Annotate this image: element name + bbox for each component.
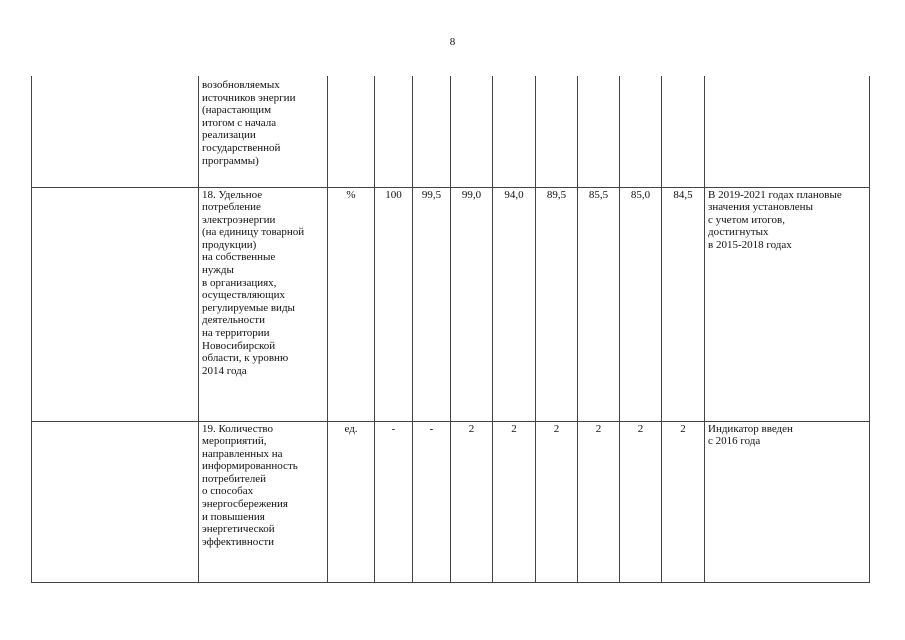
unit-cell: ед. [328,421,375,582]
unit-cell: % [328,187,375,421]
value-cell: 2 [662,421,705,582]
value-cell [451,76,493,187]
indicator-name: возобновляемых источников энергии (нарастающим итогом с начала реализации государственной программы) [199,76,328,187]
indicator-name: 19. Количество мероприятий, направленных на информированность потребителей о способах энергосбережения и повышения энергетической эффективности [199,421,328,582]
value-cell: 100 [375,187,413,421]
value-cell: 85,0 [620,187,662,421]
table-row [32,421,870,582]
blank-cell [32,187,199,421]
value-cell: 99,0 [451,187,493,421]
value-cell: 2 [451,421,493,582]
value-cell: 2 [578,421,620,582]
value-cell [620,76,662,187]
note-cell: Индикатор введен с 2016 года [705,421,870,582]
note-cell [705,76,870,187]
blank-cell [32,76,199,187]
value-cell [413,76,451,187]
value-cell: 84,5 [662,187,705,421]
value-cell: 85,5 [578,187,620,421]
value-cell: 89,5 [536,187,578,421]
table-row [32,76,870,187]
value-cell: - [375,421,413,582]
value-cell: 2 [620,421,662,582]
value-cell [662,76,705,187]
table-row [32,187,870,421]
indicators-table [31,76,870,583]
unit-cell [328,76,375,187]
indicator-name: 18. Удельное потребление электроэнергии (на единицу товарной продукции) на собственные нужды в организациях, осуществляющих регулируемые виды деятельности на территории Новосибирской области, к уровню 2014 года [199,187,328,421]
value-cell [493,76,536,187]
value-cell [375,76,413,187]
value-cell [578,76,620,187]
value-cell: 2 [536,421,578,582]
note-cell: В 2019-2021 годах плановые значения установлены с учетом итогов, достигнутых в 2015-2018 годах [705,187,870,421]
blank-cell [32,421,199,582]
page-number: 8 [449,36,456,48]
value-cell: 99,5 [413,187,451,421]
value-cell: 2 [493,421,536,582]
value-cell [536,76,578,187]
value-cell: 94,0 [493,187,536,421]
value-cell: - [413,421,451,582]
